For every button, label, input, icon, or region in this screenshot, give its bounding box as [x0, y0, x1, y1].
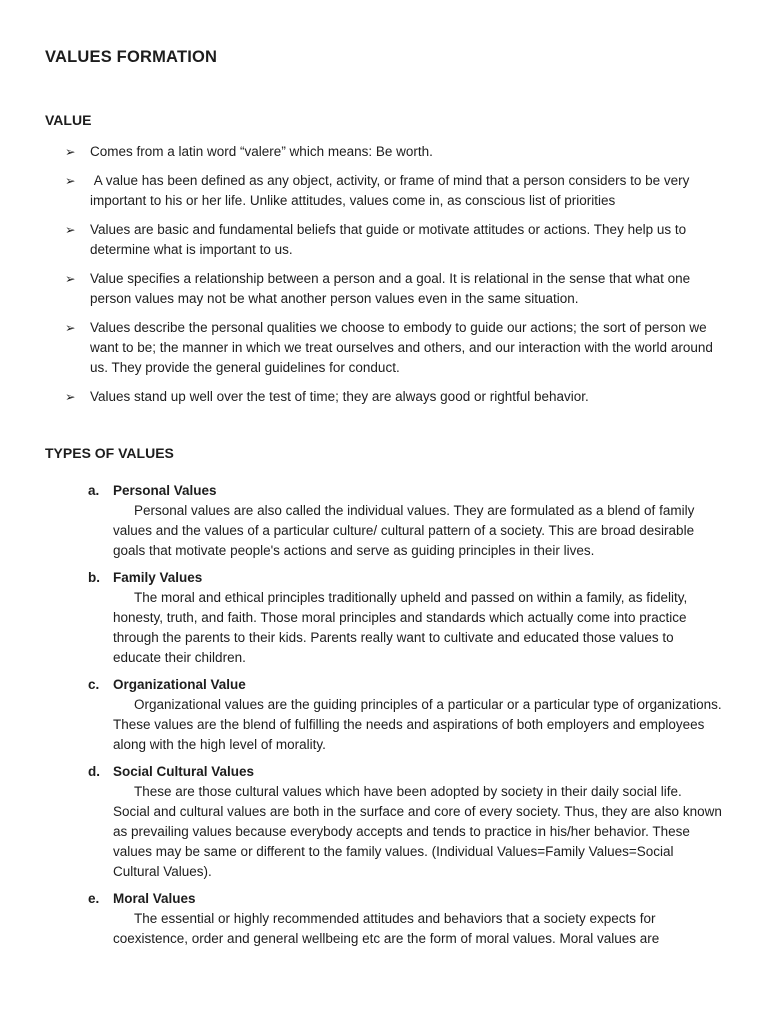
list-item-moral-values — [45, 889, 722, 949]
item-letter: c. — [88, 677, 100, 692]
bullet-item — [45, 171, 722, 211]
section-heading-value: VALUE — [45, 112, 92, 128]
item-heading — [113, 568, 722, 588]
item-letter: b. — [88, 570, 100, 585]
item-heading — [113, 762, 722, 782]
bullet-item — [45, 142, 722, 162]
arrow-bullet-icon: ➢ — [65, 271, 76, 286]
arrow-bullet-icon: ➢ — [65, 222, 76, 237]
item-body: The moral and ethical principles traditionally upheld and passed on within a family, as fidelity, honesty, truth, and faith. Those moral principles and standards which actually come into practice through the parents to their kids. Parents really want to cultivate and educated those values to educate their children. — [113, 590, 688, 665]
item-body: These are those cultural values which have been adopted by society in their daily social life. Social and cultural values are both in the surface and core of every society. Thus, they are also known as prevailing values because everybody accepts and tends to practice in his/her behavior. These values may be same or different to the family values. (Individual Values=Family Values=Social Cultural Values). — [113, 784, 722, 879]
list-item-organizational-value — [45, 675, 722, 755]
bullet-text: Values stand up well over the test of time; they are always good or rightful behavior. — [90, 389, 589, 404]
item-letter: d. — [88, 764, 100, 779]
item-title: Family Values — [113, 570, 203, 585]
item-body: The essential or highly recommended attitudes and behaviors that a society expects for coexistence, order and general wellbeing etc are the form of moral values. Moral values are — [113, 911, 660, 946]
item-title: Social Cultural Values — [113, 764, 255, 779]
bullet-item — [45, 220, 722, 260]
item-letter: a. — [88, 483, 100, 498]
list-item-social-cultural-values — [45, 762, 722, 882]
item-title: Organizational Value — [113, 677, 246, 692]
arrow-bullet-icon: ➢ — [65, 144, 76, 159]
arrow-bullet-icon: ➢ — [65, 389, 76, 404]
section-heading-types-of-values: TYPES OF VALUES — [45, 445, 174, 461]
list-item-family-values — [45, 568, 722, 668]
arrow-bullet-icon: ➢ — [65, 173, 76, 188]
bullet-item — [45, 269, 722, 309]
item-body: Organizational values are the guiding principles of a particular or a particular type of organizations. These values are the blend of fulfilling the needs and aspirations of both employers and employees along with the high level of morality. — [113, 697, 722, 752]
bullet-item — [45, 318, 722, 378]
bullet-text: Comes from a latin word “valere” which means: Be worth. — [90, 144, 433, 159]
list-item-personal-values — [45, 481, 722, 561]
item-heading — [113, 675, 722, 695]
item-letter: e. — [88, 891, 100, 906]
item-body: Personal values are also called the individual values. They are formulated as a blend of family values and the values of a particular culture/ cultural pattern of a society. This are broad desirable goals that motivate people's actions and serve as guiding principles in their lives. — [113, 503, 695, 558]
bullet-text: Values are basic and fundamental beliefs that guide or motivate attitudes or actions. They help us to determine what is important to us. — [90, 222, 690, 257]
value-bullet-list — [45, 142, 722, 407]
arrow-bullet-icon: ➢ — [65, 320, 76, 335]
item-title: Moral Values — [113, 891, 196, 906]
bullet-text: Values describe the personal qualities we choose to embody to guide our actions; the sort of person we want to be; the manner in which we treat ourselves and others, and our interaction with the world around us. They provide the general guidelines for conduct. — [90, 320, 717, 375]
item-title: Personal Values — [113, 483, 217, 498]
bullet-text: A value has been defined as any object, activity, or frame of mind that a person considers to be very important to his or her life. Unlike attitudes, values come in, as conscious list of priorities — [90, 173, 694, 208]
item-heading — [113, 889, 722, 909]
bullet-text: Value specifies a relationship between a person and a goal. It is relational in the sense that what one person values may not be what another person values even in the same situation. — [90, 271, 694, 306]
bullet-item — [45, 387, 722, 407]
document-title: VALUES FORMATION — [45, 48, 218, 66]
item-heading — [113, 481, 722, 501]
types-lettered-list — [45, 481, 722, 949]
